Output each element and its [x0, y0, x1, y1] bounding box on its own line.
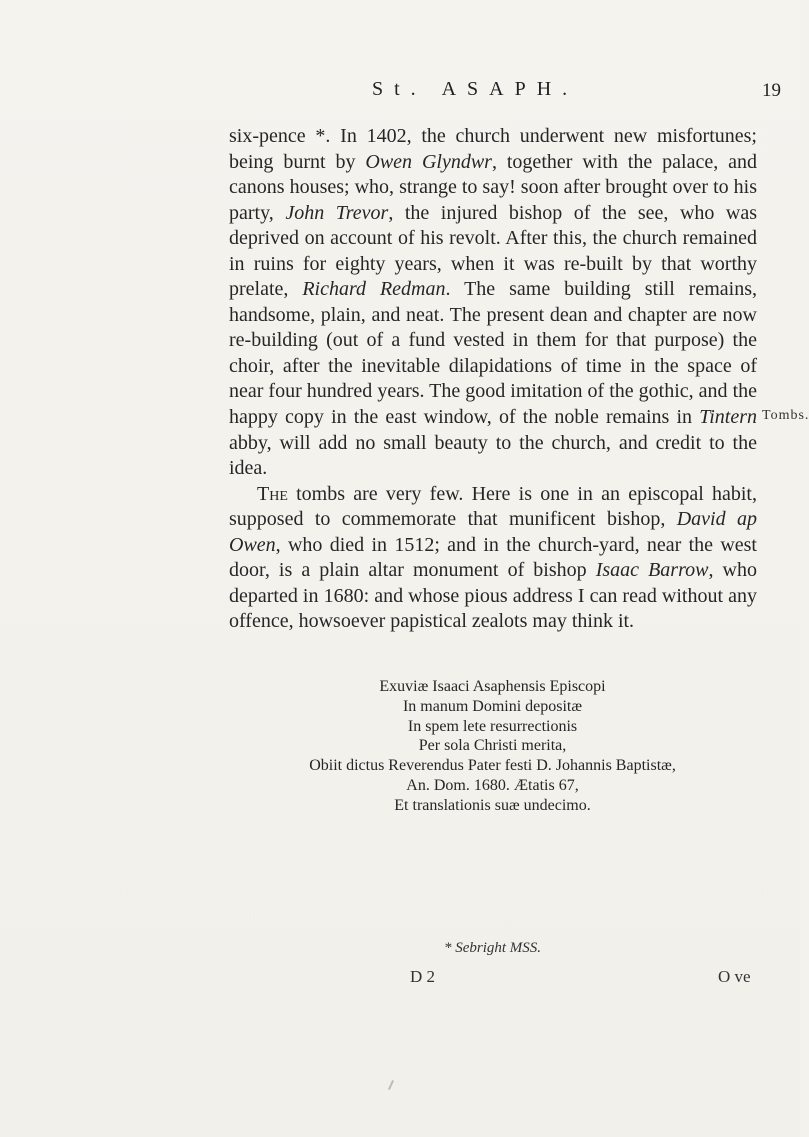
- footnote: * Sebright MSS.: [443, 940, 542, 956]
- name-owen-glyndwr: Owen Glyndwr: [365, 150, 492, 173]
- paper-mark: [388, 1080, 394, 1090]
- inscription-line: Exuviæ Isaaci Asaphensis Episcopi: [379, 678, 606, 695]
- inscription-line: In spem lete resurrectionis: [407, 717, 578, 735]
- page-number: 19: [762, 80, 781, 101]
- name-isaac-barrow: Isaac Barrow: [595, 559, 709, 582]
- text-segment: six-pence *. In 1402, the church underwent new misfortunes; being burnt by: [229, 125, 757, 173]
- catchword: O ve: [718, 967, 751, 986]
- inscription-line: Per sola Christi merita,: [418, 737, 567, 755]
- running-title: St. ASAPH.: [372, 78, 579, 100]
- inscription-line: An. Dom. 1680. Ætatis 67,: [406, 776, 579, 794]
- name-david-ap-owen: David ap Owen: [229, 508, 757, 556]
- margin-note-tombs: Tombs.: [762, 408, 809, 423]
- paragraph-lead-smallcaps: The: [257, 482, 288, 505]
- inscription-line: Et translationis suæ undecimo.: [394, 796, 591, 814]
- text-segment: , who died in 1512; and in the church-yard, near the west door, is a plain altar monument of bishop: [229, 533, 757, 582]
- text-segment: , together with the palace, and canons houses; who, strange to say! soon after brought over to his party,: [229, 150, 757, 224]
- place-tintern: Tintern: [699, 406, 757, 429]
- text-segment: abby, will add no small beauty to the church, and credit to the idea.: [229, 431, 757, 480]
- paragraph-1: [229, 124, 757, 482]
- text-segment: , who departed in 1680: and whose pious address I can read without any offence, howsoever papistical zealots may think it.: [229, 559, 757, 633]
- name-john-trevor: John Trevor: [285, 201, 389, 224]
- name-richard-redman: Richard Redman: [302, 278, 446, 301]
- text-segment: , the injured bishop of the see, who was deprived on account of his revolt. After this, the church remained in ruins for eighty years, when it was re-built by that worthy prelate,: [229, 201, 758, 301]
- printer-signature-mark: D 2: [410, 967, 436, 986]
- inscription-line: In manum Domini depositæ: [402, 697, 583, 715]
- text-segment: tombs are very few. Here is one in an episcopal habit, supposed to commemorate that munificent bishop,: [229, 482, 757, 531]
- inscription-line: Obiit dictus Reverendus Pater festi D. Johannis Baptistæ,: [309, 757, 676, 775]
- paragraph-2: [229, 482, 757, 635]
- text-segment: . The same building still remains, handsome, plain, and neat. The present dean and chapter are now re-building (out of a fund vested in them for that purpose) the choir, after the inevitable dilapidations of time in the space of near four hundred years. The good imitation of the gothic, and the happy copy in the east window, of the noble remains in: [229, 278, 757, 429]
- epitaph-inscription: [240, 677, 745, 816]
- main-text: [229, 124, 757, 635]
